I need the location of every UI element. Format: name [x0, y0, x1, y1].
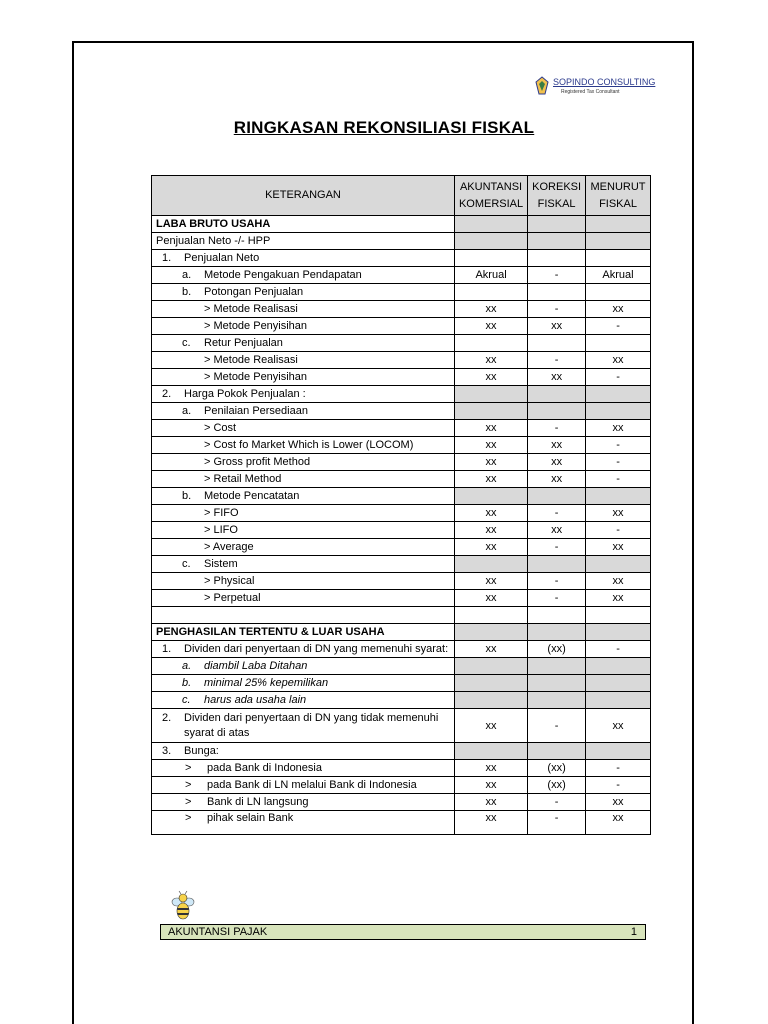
row-label — [152, 743, 455, 760]
row-letter: a. — [182, 405, 192, 417]
row-label — [152, 556, 455, 573]
table-row — [152, 437, 651, 454]
cell — [454, 556, 527, 573]
table-row — [152, 454, 651, 471]
cell-value: - — [528, 573, 586, 590]
table-row — [152, 488, 651, 505]
cell-value: xx — [586, 590, 651, 607]
cell-value: - — [586, 369, 651, 386]
cell-value: xx — [454, 760, 527, 777]
cell-value: xx — [586, 301, 651, 318]
bee-mascot-icon — [170, 890, 196, 924]
row-label — [152, 386, 455, 403]
row-label — [152, 267, 455, 284]
row-number: 1. — [162, 643, 172, 655]
table-row — [152, 318, 651, 335]
logo-subtitle: Registered Tax Consultant — [561, 89, 620, 95]
row-text: Metode Pengakuan Pendapatan — [204, 269, 362, 281]
cell-value: - — [586, 777, 651, 794]
row-text: Sistem — [204, 558, 238, 570]
cell-value: xx — [586, 539, 651, 556]
cell — [152, 607, 455, 624]
cell-value: xx — [454, 471, 527, 488]
logo-emblem-icon — [535, 76, 549, 96]
row-text: Bank di LN langsung — [207, 796, 309, 808]
row-label: > Perpetual — [152, 590, 455, 607]
header-koreksi-fiskal — [528, 176, 586, 216]
cell — [586, 743, 651, 760]
cell — [454, 488, 527, 505]
row-label: > Cost — [152, 420, 455, 437]
row-label: > Metode Penyisihan — [152, 369, 455, 386]
page-title: RINGKASAN REKONSILIASI FISKAL — [233, 118, 535, 137]
table-row — [152, 760, 651, 777]
cell — [528, 284, 586, 301]
row-label: > Metode Realisasi — [152, 301, 455, 318]
cell-value: xx — [586, 505, 651, 522]
row-text: pihak selain Bank — [207, 812, 294, 824]
table-row — [152, 335, 651, 352]
row-marker: > — [185, 812, 192, 824]
table-row — [152, 267, 651, 284]
cell-value: - — [528, 794, 586, 811]
table-row-empty — [152, 607, 651, 624]
table-row — [152, 777, 651, 794]
row-label: > Gross profit Method — [152, 454, 455, 471]
row-marker: > — [185, 796, 192, 808]
cell — [454, 658, 527, 675]
cell-value: - — [528, 590, 586, 607]
table-header-row — [152, 176, 651, 216]
cell — [586, 403, 651, 420]
cell — [528, 675, 586, 692]
cell — [454, 386, 527, 403]
cell — [528, 556, 586, 573]
row-marker: > — [185, 762, 192, 774]
row-text: Penilaian Persediaan — [204, 405, 308, 417]
row-label — [152, 658, 455, 675]
table-row — [152, 420, 651, 437]
cell-value: xx — [454, 709, 527, 743]
cell-value: xx — [454, 437, 527, 454]
row-label — [152, 760, 455, 777]
row-label — [152, 488, 455, 505]
section-title: LABA BRUTO USAHA — [152, 216, 455, 233]
row-text: Dividen dari penyertaan di DN yang tidak memenuhi — [184, 711, 439, 724]
row-label: > Metode Realisasi — [152, 352, 455, 369]
cell-value: xx — [454, 794, 527, 811]
row-text: pada Bank di LN melalui Bank di Indonesia — [207, 779, 417, 791]
row-letter: b. — [182, 677, 192, 689]
cell-value: xx — [454, 301, 527, 318]
table-row — [152, 658, 651, 675]
row-text: Penjualan Neto — [184, 252, 260, 264]
row-number: 3. — [162, 745, 172, 757]
table-row — [152, 505, 651, 522]
header-line: MENURUT — [590, 180, 646, 193]
row-number: 1. — [162, 252, 172, 264]
row-letter: b. — [182, 490, 192, 502]
table-row — [152, 794, 651, 811]
footer-title: AKUNTANSI PAJAK — [168, 926, 268, 938]
cell — [454, 624, 527, 641]
row-label: > LIFO — [152, 522, 455, 539]
cell-value: xx — [528, 369, 586, 386]
row-label — [152, 250, 455, 267]
reconciliation-table — [151, 175, 651, 835]
cell — [528, 386, 586, 403]
table-row — [152, 233, 651, 250]
cell-value: xx — [454, 454, 527, 471]
cell-value: xx — [454, 539, 527, 556]
cell-value: xx — [528, 454, 586, 471]
table-row — [152, 641, 651, 658]
row-number: 2. — [162, 711, 172, 724]
table-row — [152, 539, 651, 556]
row-letter: a. — [182, 269, 192, 281]
table-row — [152, 709, 651, 743]
table-row — [152, 624, 651, 641]
cell — [528, 403, 586, 420]
row-label: > Metode Penyisihan — [152, 318, 455, 335]
cell — [454, 607, 527, 624]
table-row — [152, 284, 651, 301]
cell-value: xx — [454, 573, 527, 590]
cell-value: - — [586, 760, 651, 777]
cell-value: xx — [454, 590, 527, 607]
cell-value: - — [586, 454, 651, 471]
cell-value: - — [528, 709, 586, 743]
cell — [528, 335, 586, 352]
row-text: Bunga: — [184, 745, 219, 757]
cell — [586, 250, 651, 267]
cell-value: xx — [528, 471, 586, 488]
page-footer — [160, 924, 646, 940]
cell-value: - — [586, 522, 651, 539]
row-text: Metode Pencatatan — [204, 490, 300, 502]
section-title: PENGHASILAN TERTENTU & LUAR USAHA — [152, 624, 455, 641]
row-label — [152, 403, 455, 420]
cell-value: xx — [586, 794, 651, 811]
cell-value: - — [586, 318, 651, 335]
cell-value: xx — [586, 352, 651, 369]
row-text: pada Bank di Indonesia — [207, 762, 322, 774]
cell-value: - — [528, 352, 586, 369]
header-line: KOMERSIAL — [458, 197, 524, 210]
cell-value: - — [528, 420, 586, 437]
row-letter: c. — [182, 558, 191, 570]
cell-value: xx — [454, 811, 527, 835]
cell — [586, 335, 651, 352]
cell-value: Akrual — [586, 267, 651, 284]
cell-value: xx — [454, 318, 527, 335]
cell-value: xx — [454, 505, 527, 522]
cell — [586, 658, 651, 675]
row-letter: a. — [182, 660, 192, 672]
table-row — [152, 692, 651, 709]
cell — [454, 743, 527, 760]
cell — [454, 284, 527, 301]
table-row — [152, 573, 651, 590]
cell-value: - — [528, 301, 586, 318]
row-label — [152, 709, 455, 743]
cell — [454, 250, 527, 267]
row-number: 2. — [162, 388, 172, 400]
row-label — [152, 777, 455, 794]
table-row — [152, 811, 651, 835]
row-label — [152, 641, 455, 658]
table-row — [152, 301, 651, 318]
cell-value: - — [586, 641, 651, 658]
cell-value: (xx) — [528, 760, 586, 777]
cell — [586, 233, 651, 250]
header-line: FISKAL — [537, 197, 576, 210]
table-row — [152, 556, 651, 573]
row-label — [152, 335, 455, 352]
row-label: > Physical — [152, 573, 455, 590]
cell-value: - — [528, 505, 586, 522]
cell-value: (xx) — [528, 641, 586, 658]
header-line: AKUNTANSI — [459, 180, 523, 193]
cell — [528, 250, 586, 267]
cell-value: - — [586, 437, 651, 454]
cell — [586, 607, 651, 624]
table-row — [152, 403, 651, 420]
row-letter: b. — [182, 286, 192, 298]
cell — [586, 386, 651, 403]
row-marker: > — [185, 779, 192, 791]
cell — [586, 216, 651, 233]
row-text: harus ada usaha lain — [204, 694, 307, 706]
cell-value: xx — [454, 777, 527, 794]
cell — [586, 488, 651, 505]
cell-value: xx — [586, 709, 651, 743]
company-logo — [535, 76, 656, 98]
row-label: > Cost fo Market Which is Lower (LOCOM) — [152, 437, 455, 454]
header-keterangan: KETERANGAN — [152, 176, 455, 216]
cell-value: xx — [454, 641, 527, 658]
cell-value: - — [528, 267, 586, 284]
row-label — [152, 284, 455, 301]
cell — [528, 607, 586, 624]
cell — [586, 284, 651, 301]
cell — [528, 488, 586, 505]
cell — [528, 624, 586, 641]
cell — [454, 335, 527, 352]
cell-value: xx — [586, 811, 651, 835]
table-row — [152, 250, 651, 267]
row-text: Potongan Penjualan — [204, 286, 304, 298]
cell — [528, 216, 586, 233]
row-label: > FIFO — [152, 505, 455, 522]
cell-value: xx — [528, 437, 586, 454]
row-text: Harga Pokok Penjualan : — [184, 388, 306, 400]
cell — [586, 692, 651, 709]
table-row — [152, 386, 651, 403]
table-row — [152, 743, 651, 760]
cell-value: xx — [586, 420, 651, 437]
row-label: Penjualan Neto -/- HPP — [152, 233, 455, 250]
cell — [528, 233, 586, 250]
cell — [528, 743, 586, 760]
row-label — [152, 692, 455, 709]
cell — [454, 216, 527, 233]
header-akuntansi-komersial — [454, 176, 527, 216]
table-row — [152, 522, 651, 539]
header-menurut-fiskal — [586, 176, 651, 216]
cell-value: xx — [454, 522, 527, 539]
cell-value: - — [586, 471, 651, 488]
cell — [454, 233, 527, 250]
row-letter: c. — [182, 694, 191, 706]
cell — [528, 658, 586, 675]
cell-value: xx — [454, 420, 527, 437]
table-row — [152, 675, 651, 692]
row-label: > Average — [152, 539, 455, 556]
cell — [586, 675, 651, 692]
cell — [454, 675, 527, 692]
cell — [454, 692, 527, 709]
table-row — [152, 471, 651, 488]
row-text: minimal 25% kepemilikan — [204, 677, 329, 689]
cell — [528, 692, 586, 709]
row-letter: c. — [182, 337, 191, 349]
cell-value: xx — [454, 369, 527, 386]
row-label — [152, 811, 455, 835]
cell-value: xx — [528, 318, 586, 335]
table-row — [152, 590, 651, 607]
row-label — [152, 675, 455, 692]
row-text: diambil Laba Ditahan — [204, 660, 308, 672]
header-line: FISKAL — [599, 197, 637, 210]
cell — [586, 556, 651, 573]
row-label — [152, 794, 455, 811]
table-row — [152, 369, 651, 386]
cell-value: (xx) — [528, 777, 586, 794]
logo-name: SOPINDO CONSULTING — [553, 77, 656, 87]
cell-value: Akrual — [454, 267, 527, 284]
row-text: Retur Penjualan — [204, 337, 283, 349]
cell-value: - — [528, 539, 586, 556]
row-text: Dividen dari penyertaan di DN yang memenuhi syarat: — [184, 643, 449, 655]
cell — [454, 403, 527, 420]
cell-value: xx — [586, 573, 651, 590]
cell-value: xx — [528, 522, 586, 539]
row-label: > Retail Method — [152, 471, 455, 488]
row-text: syarat di atas — [184, 726, 250, 739]
header-line: KOREKSI — [532, 180, 582, 193]
cell-value: - — [528, 811, 586, 835]
cell-value: xx — [454, 352, 527, 369]
table-row — [152, 352, 651, 369]
cell — [586, 624, 651, 641]
page-number: 1 — [630, 926, 637, 938]
table-row — [152, 216, 651, 233]
